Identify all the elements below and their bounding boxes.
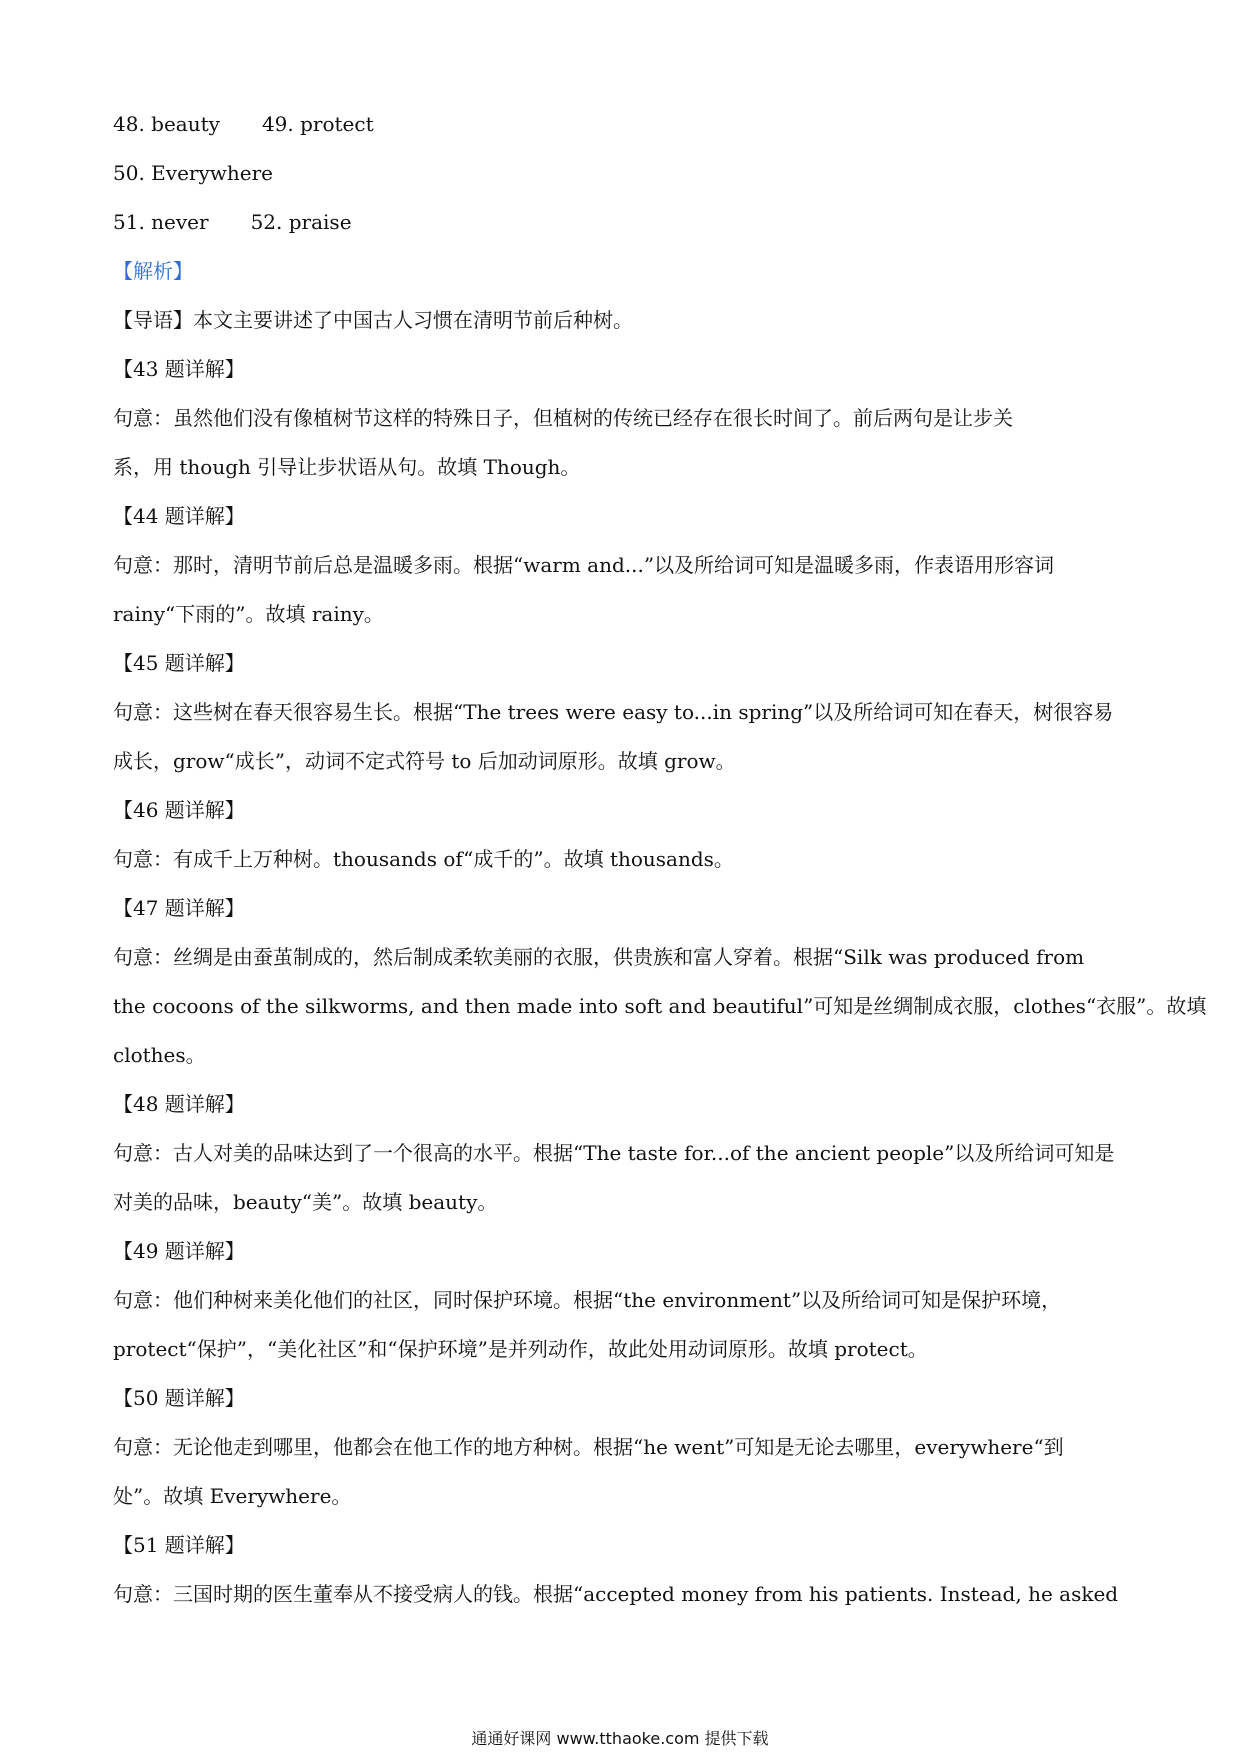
section-text-line: 句意：三国时期的医生董奉从不接受病人的钱。根据“accepted money from his patients. Instead, he asked [113,1582,1119,1606]
explanation-section [113,639,1133,786]
answer-52: 52. praise [250,210,352,234]
section-heading: 【46 题详解】 [113,798,245,822]
section-text-line: clothes。 [113,1043,206,1067]
answer-row-1 [113,100,1133,149]
section-text-line: 句意：虽然他们没有像植树节这样的特殊日子，但植树的传统已经存在很长时间了。前后两句是让步关 [113,406,1013,430]
section-text-line: the cocoons of the silkworms, and then made into soft and beautiful”可知是丝绸制成衣服，clothes“衣服”。故填 [113,994,1207,1018]
section-heading: 【43 题详解】 [113,357,245,381]
explanation-section [113,1227,1133,1374]
section-heading: 【49 题详解】 [113,1239,245,1263]
section-heading: 【50 题详解】 [113,1386,245,1410]
section-text-line: 系，用 though 引导让步状语从句。故填 Though。 [113,455,581,479]
explanation-section [113,492,1133,639]
explanation-sections [113,345,1207,1619]
answer-48: 48. beauty [113,112,220,136]
section-text-line: 句意：丝绸是由蚕茧制成的，然后制成柔软美丽的衣服，供贵族和富人穿着。根据“Silk was produced from [113,945,1085,969]
section-heading: 【45 题详解】 [113,651,245,675]
explanation-section [113,345,1133,492]
explanation-section [113,1080,1133,1227]
section-text-line: 对美的品味，beauty“美”。故填 beauty。 [113,1190,498,1214]
section-text-line: 成长，grow“成长”，动词不定式符号 to 后加动词原形。故填 grow。 [113,749,736,773]
explanation-section [113,786,1133,884]
section-text-line: 句意：无论他走到哪里，他都会在他工作的地方种树。根据“he went”可知是无论去哪里，everywhere“到 [113,1435,1064,1459]
answer-50: 50. Everywhere [113,161,273,185]
answer-row-2 [113,149,1133,198]
section-text-line: 处”。故填 Everywhere。 [113,1484,352,1508]
answer-row-3 [113,198,1133,247]
footer-watermark: 通通好课网 www.tthaoke.com 提供下载 [471,1729,769,1748]
explanation-section [113,884,1207,1080]
explanation-section [113,1374,1133,1521]
section-text-line: 句意：那时，清明节前后总是温暖多雨。根据“warm and...”以及所给词可知是温暖多雨，作表语用形容词 [113,553,1055,577]
section-text-line: 句意：古人对美的品味达到了一个很高的水平。根据“The taste for...of the ancient people”以及所给词可知是 [113,1141,1115,1165]
section-heading: 【48 题详解】 [113,1092,245,1116]
section-heading: 【44 题详解】 [113,504,245,528]
section-text-line: 句意：他们种树来美化他们的社区，同时保护环境。根据“the environment”以及所给词可知是保护环境， [113,1288,1062,1312]
intro-paragraph: 【导语】本文主要讲述了中国古人习惯在清明节前后种树。 [113,308,633,332]
section-heading: 【51 题详解】 [113,1533,245,1557]
answer-49: 49. protect [261,112,374,136]
answer-51: 51. never [113,210,209,234]
section-text-line: 句意：这些树在春天很容易生长。根据“The trees were easy to...in spring”以及所给词可知在春天，树很容易 [113,700,1114,724]
section-text-line: 句意：有成千上万种树。thousands of“成千的”。故填 thousands。 [113,847,734,871]
document-body [113,100,1207,1619]
analysis-tag: 【解析】 [113,259,193,283]
section-heading: 【47 题详解】 [113,896,245,920]
section-text-line: protect“保护”，“美化社区”和“保护环境”是并列动作，故此处用动词原形。故填 protect。 [113,1337,928,1361]
section-text-line: rainy“下雨的”。故填 rainy。 [113,602,384,626]
explanation-section [113,1521,1133,1619]
